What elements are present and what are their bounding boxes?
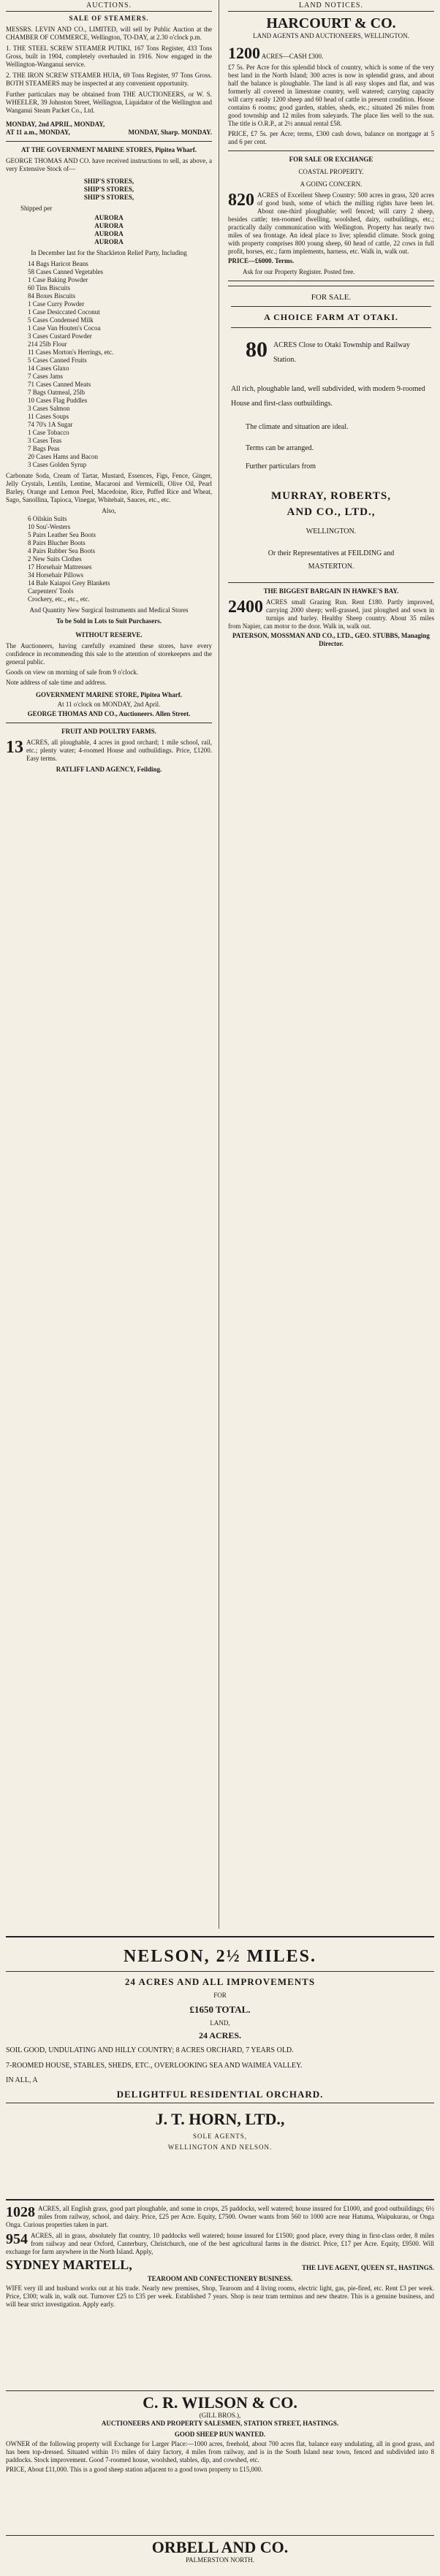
list-item: 4 Pairs Rubber Sea Boots — [28, 547, 95, 555]
otaki-block — [231, 338, 431, 367]
nelson-role: SOLE AGENTS, — [192, 2133, 247, 2140]
wilson-text: OWNER of the following property will Exchange for Larger Place:—1000 acres, freehold, about 700 acres flat, balance easy undulating, all in good grass, and has been top-dressed. Situated within 1½ miles of dairy factory, 4 miles from railway, and is in the South Island near town, fenced and subdivided into 8 paddocks. Stock improvement. Good 7-roomed house, woolshed, stables, dip, and cowshed, etc. — [6, 2440, 434, 2463]
list-item: 1 Case Baking Powder — [28, 276, 88, 283]
reserve-title: WITHOUT RESERVE. — [75, 631, 143, 639]
list-item: 20 Cases Hams and Bacon — [28, 453, 98, 460]
list-item: 3 Cases Salmon — [28, 405, 70, 412]
list-item: 10 Cases Flag Puddles — [28, 397, 88, 404]
nelson-house: 7-ROOMED HOUSE, STABLES, SHEDS, ETC., OVERLOOKING SEA AND WAIMEA VALLEY. — [6, 2062, 303, 2070]
list-item: 14 Bags Haricot Beans — [28, 260, 88, 267]
wilson-role: AUCTIONEERS AND PROPERTY SALESMEN, STATION STREET, HASTINGS. — [101, 2420, 339, 2427]
also-items — [6, 515, 212, 603]
nelson-title: NELSON, 2½ MILES. — [123, 1947, 317, 1966]
ship-name: AURORA — [94, 222, 124, 229]
martell-block-1 — [6, 2205, 434, 2229]
stores-items — [6, 260, 212, 469]
otaki-for-sale: FOR SALE. — [311, 293, 352, 302]
steamers-title: SALE OF STEAMERS. — [69, 15, 149, 22]
martell-text-2: ACRES, all in grass, absolutely flat country, 10 paddocks well watered; house insured for £1500; good place, every thing in first-class order, 8 miles from railway and near Oxford, Canterbury, Christchurch, one of the best agricultural farms in the district. Price, £17 per Acre. Equity, £9500. Will exchange for farm anywhere in the North Island. Apply, — [6, 2232, 434, 2255]
sale-date-3: MONDAY, Sharp. MONDAY. — [128, 129, 212, 136]
sale-dates-row — [6, 121, 212, 129]
nelson-orchard: DELIGHTFUL RESIDENTIAL ORCHARD. — [6, 2090, 434, 2103]
concern-text: ACRES of Excellent Sheep Country: 500 acres in grass, 320 acres of good bush, some of which the milling rights have been let. About one-third ploughable; well fenced; will carry 2 sheep, besides cattle; ten-roomed dwelling, woolshed, dairy, outbuildings, etc.; practically daily communication with Wellington. Property has nearly two miles of sea frontage. An ideal place to live; splendid climate. Stock going with property comprises 800 young sheep, 60 head of cattle, 22 cows in full profit, horses, etc.; farm implements, harness, etc. Walk in, walk out. — [228, 191, 434, 255]
concern-footer: Ask for our Property Register. Posted free. — [243, 268, 355, 275]
martell-block-2 — [6, 2232, 434, 2256]
list-item: Crockery, etc., etc., etc. — [28, 595, 90, 603]
list-item: 5 Pairs Leather Sea Boots — [28, 531, 96, 538]
list-item: 3 Cases Golden Syrup — [28, 461, 87, 468]
wilson-price: PRICE, About £11,000. This is a good sheep station adjacent to a good town property to £15,000. — [6, 2466, 263, 2473]
list-item: 17 Horsehair Mattresses — [28, 563, 92, 571]
list-item: 14 Bale Kaiapoi Grey Blankets — [28, 579, 110, 587]
wilson-name: C. R. WILSON & CO. — [143, 2393, 297, 2412]
list-item: 2 New Suits Clothes — [28, 555, 82, 563]
land-notices-header: LAND NOTICES. — [228, 0, 434, 12]
otaki-ad — [228, 286, 434, 583]
steamers-item-1: 1. THE STEEL SCREW STEAMER PUTIKI, 167 Tons Register, 433 Tons Gross, built in 1904, completely overhauled in 1916. Now engaged in the Wellington-Wanganui service. — [6, 45, 212, 68]
list-item: 7 Bags Oatmeal, 25lb — [28, 389, 85, 396]
tearoom-title: TEAROOM AND CONFECTIONERY BUSINESS. — [147, 2275, 293, 2282]
orbell-ad — [6, 2535, 434, 2564]
list-item: 6 Oilskin Suits — [28, 515, 67, 522]
otaki-terms: Terms can be arranged. — [246, 444, 314, 452]
fruit-title: FRUIT AND POULTRY FARMS. — [61, 728, 156, 735]
list-item: 5 Cases Canned Fruits — [28, 357, 87, 364]
steamers-further: Further particulars may be obtained from THE AUCTIONEERS, or W. S. WHEELER, 39 Johnston Street, Wellington, Liquidator of the Wellington and Wanganui Steam Packet Co., Ltd. — [6, 91, 212, 114]
otaki-agent: MURRAY, ROBERTS, AND CO., LTD., — [271, 490, 391, 518]
store-line: GOVERNMENT MARINE STORE, Pipitea Wharf. — [35, 691, 183, 698]
harcourt-head — [228, 45, 434, 62]
divider — [6, 1971, 434, 1972]
otaki-text: ACRES Close to Otaki Township and Railway Station. — [273, 341, 410, 364]
martell-acres-2: 954 — [6, 2231, 28, 2247]
list-item: 1 Case Curry Powder — [28, 300, 85, 308]
ships-stores-line: SHIP'S STORES, — [83, 186, 134, 193]
sale-date-1: MONDAY, 2nd APRIL, MONDAY, — [6, 121, 105, 128]
wilson-wanted: GOOD SHEEP RUN WANTED. — [174, 2431, 266, 2438]
otaki-choice: A CHOICE FARM AT OTAKI. — [264, 312, 398, 322]
marine-intro: GEORGE THOMAS AND CO. have received instructions to sell, as above, a very Extensive Stock of— — [6, 157, 212, 172]
martell-name: SYDNEY MARTELL, — [6, 2257, 132, 2272]
auctioneer-line: GEORGE THOMAS AND CO., Auctioneers. Allen Street. — [27, 710, 191, 717]
sold-line: To be Sold in Lots to Suit Purchasers. — [56, 617, 162, 625]
list-item: 11 Cases Morton's Herrings, etc. — [28, 348, 114, 356]
view-line: Goods on view on morning of sale from 9 o'clock. — [6, 668, 139, 676]
ship-name: AURORA — [94, 238, 124, 245]
martell-ad — [6, 2199, 434, 2309]
martell-acres-1: 1028 — [6, 2204, 35, 2220]
fruit-acres-number: 13 — [6, 738, 23, 757]
concern-title: A GOING CONCERN. — [300, 180, 363, 188]
shipped-per: Shipped per — [20, 205, 53, 212]
note-line: Note address of sale time and address. — [6, 679, 107, 686]
harcourt-text: £7 5s. Per Acre for this splendid block of country, which is some of the very best land in the North Island; 300 acres is now in splendid grass, and about half the balance is ploughable. The land is all easy slopes and flat, and was formerly all covered in limestone country, well watered; carrying capacity will carry easily 1200 sheep and 60 head of cattle in present condition. House contains 6 rooms; good garden, stables, sheds, etc.; situated 26 miles from good township and 12 miles from saleyards. The place lies well to the sun. The title is O.R.P., at 2½ annual rental £58. — [228, 64, 434, 127]
nelson-soil: SOIL GOOD, UNDULATING AND HILLY COUNTRY; 8 ACRES ORCHARD, 7 YEARS OLD. — [6, 2046, 294, 2054]
concern-block — [228, 191, 434, 256]
nelson-acres: 24 ACRES. — [198, 2030, 241, 2040]
coastal-property: COASTAL PROPERTY. — [298, 168, 364, 175]
list-item: 1 Case Desiccated Coconut — [28, 308, 100, 316]
quantity-line: And Quantity New Surgical Instruments and Medical Stores — [29, 606, 189, 614]
list-item: 14 Cases Glaxo — [28, 365, 69, 372]
tearoom-text: WIFE very ill and husband works out at his trade. Nearly new premises, Shop, Tearoom and 4 living rooms, electric light, gas, pie-fired, etc. Rent £3 per week. Price, £300; walk in, walk out. Turnover £25 to £35 per week. Established 7 years. Shop is near tram terminus and new theatre. This is a genuine business, and will bear strict investigation. Apply early. — [6, 2285, 434, 2308]
list-item: 7 Cases Jams — [28, 373, 63, 380]
divider — [231, 327, 431, 328]
list-item: 214 25lb Flour — [28, 340, 67, 348]
bargain-text: ACRES small Grazing Run. Rent £180. Partly improved, carrying 2000 sheep; well-grassed, just ploughed and sown in turnips and barley. Healthy Sheep country. About 35 miles from Napier, can motor to the door. Walk in, walk out. — [228, 598, 434, 630]
nelson-ad — [6, 1936, 434, 2152]
harcourt-acres-number: 1200 — [228, 44, 260, 62]
otaki-acres-number: 80 — [246, 338, 268, 362]
list-item: 7 Bags Peas — [28, 445, 60, 452]
ships-stores-line: SHIP'S STORES, — [83, 194, 134, 201]
list-item: 11 Cases Soups — [28, 413, 69, 420]
martell-name-row — [6, 2257, 434, 2272]
nelson-for: FOR — [213, 1992, 227, 1999]
divider — [6, 141, 212, 142]
auctions-column — [6, 0, 212, 774]
nelson-cities: WELLINGTON AND NELSON. — [167, 2144, 273, 2151]
list-item: 34 Horsehair Pillows — [28, 571, 83, 579]
ships-stores-list — [6, 178, 212, 202]
list-item: 58 Cases Canned Vegetables — [28, 268, 104, 275]
divider — [228, 150, 434, 151]
land-notices-column — [228, 0, 434, 648]
bargain-acres-number: 2400 — [228, 598, 263, 617]
harcourt-name: HARCOURT & CO. — [266, 15, 396, 31]
nelson-land: LAND, — [210, 2019, 230, 2027]
sale-date-2: AT 11 a.m., MONDAY, — [6, 129, 70, 136]
reserve-text: The Auctioneers, having carefully examined these stores, have every confidence in recommending this sale to the attention of storekeepers and the general public. — [6, 642, 212, 666]
list-item: 1 Case Van Houten's Cocoa — [28, 324, 101, 332]
concern-acres-number: 820 — [228, 191, 254, 210]
wilson-ad — [6, 2390, 434, 2474]
otaki-agent-city: WELLINGTON. — [306, 527, 357, 536]
auctions-header: AUCTIONS. — [6, 0, 212, 12]
list-item: 10 Sou'-Westers — [28, 523, 71, 530]
list-item: 84 Boxes Biscuits — [28, 292, 76, 300]
steamers-item-2: 2. THE IRON SCREW STEAMER HUIA, 69 Tons Register, 97 Tons Gross. BOTH STEAMERS may be inspected at any convenient opportunity. — [6, 72, 212, 87]
steamers-intro: MESSRS. LEVIN AND CO., LIMITED, will sell by Public Auction at the CHAMBER OF COMMERCE, Wellington, TO-DAY, at 2.30 o'clock p.m. — [6, 26, 212, 41]
at-line: At 11 o'clock on MONDAY, 2nd April. — [57, 701, 161, 708]
otaki-reps: Or their Representatives at FEILDING and MASTERTON. — [268, 549, 395, 571]
martell-text-1: ACRES, all English grass, good part ploughable, and some in crops, 25 paddocks, well watered; house insured for £1000, and good outbuildings; 6½ miles from railway, school, and dairy. Price, £25 per Acre. Equity, £7500. Owner wants from 560 to 1000 acre near Hatuma, Waipukurau, or Onga Onga. Curious properties taken in part. — [6, 2205, 434, 2228]
list-item: 71 Cases Canned Meats — [28, 381, 91, 388]
ship-name: AURORA — [94, 230, 124, 237]
shackleton-line: In December last for the Shackleton Relief Party, Including — [31, 249, 187, 256]
sundries: Carbonate Soda, Cream of Tartar, Mustard, Essences, Figs, Fence, Ginger, Jelly Crystals, Lentils, Lentine, Macaroni and Vermicelli, Olive Oil, Pearl Barley, Orange and Lemon Peel, Macedoine, Rice, Puffed Rice and Wheat, Sago, Sanollina, Tapioca, Vinegar, Whitebait, Sauces, etc., etc. — [6, 472, 212, 503]
wilson-gill: (GILL BROS.), — [199, 2412, 241, 2419]
list-item: 60 Tins Biscuits — [28, 284, 71, 291]
list-item: 3 Cases Teas — [28, 437, 62, 444]
bargain-agent: PATERSON, MOSSMAN AND CO., LTD., GEO. STUBBS, Managing Director. — [232, 632, 430, 647]
otaki-further: Further particulars from — [246, 462, 316, 470]
harcourt-price-line: ACRES—CASH £300. — [261, 53, 324, 60]
list-item: 74 70's 1A Sugar — [28, 421, 73, 428]
harcourt-sub: LAND AGENTS AND AUCTIONEERS, WELLINGTON. — [253, 32, 409, 39]
list-item: 8 Pairs Blucher Boots — [28, 539, 86, 546]
list-item: 3 Cases Custard Powder — [28, 332, 92, 340]
otaki-rich: All rich, ploughable land, well subdivided, with modern 9-roomed House and first-class outbuildings. — [231, 385, 425, 408]
nelson-sub: 24 ACRES AND ALL IMPROVEMENTS — [124, 1976, 316, 1987]
list-item: 1 Case Tobacco — [28, 429, 69, 436]
fruit-text: ACRES, all ploughable, 4 acres in good orchard; 1 mile school, rail, etc.; plenty water; 4-roomed House and outbuildings. Price, £1200. Easy terms. — [26, 739, 212, 762]
fruit-agency: RATLIFF LAND AGENCY, Feilding. — [56, 766, 162, 773]
ship-names — [6, 214, 212, 246]
otaki-climate: The climate and situation are ideal. — [246, 423, 349, 431]
nelson-inall: IN ALL, A — [6, 2076, 38, 2084]
ships-stores-line: SHIP'S STORES, — [83, 178, 134, 185]
fruit-block — [6, 739, 212, 763]
sale-dates-row-2 — [6, 129, 212, 137]
orbell-name: ORBELL AND CO. — [151, 2538, 289, 2556]
divider — [231, 306, 431, 307]
nelson-total: £1650 TOTAL. — [189, 2004, 251, 2015]
list-item: Carpenters' Tools — [28, 587, 74, 595]
martell-agent: THE LIVE AGENT, QUEEN ST., HASTINGS. — [302, 2264, 434, 2271]
orbell-city: PALMERSTON NORTH. — [186, 2556, 254, 2564]
ship-name: AURORA — [94, 214, 124, 221]
bargain-block — [228, 598, 434, 630]
also-label: Also, — [102, 507, 116, 514]
list-item: 5 Cases Condensed Milk — [28, 316, 94, 324]
concern-price: PRICE—£6000. Terms. — [228, 257, 295, 264]
marine-title: AT THE GOVERNMENT MARINE STORES, Pipitea Wharf. — [20, 146, 197, 153]
sale-or-exchange: FOR SALE OR EXCHANGE — [289, 156, 373, 163]
bargain-title: THE BIGGEST BARGAIN IN HAWKE'S BAY. — [263, 587, 399, 595]
harcourt-price: PRICE, £7 5s. per Acre; terms, £300 cash down, balance on mortgage at 5 and 6 per cent. — [228, 130, 434, 145]
nelson-agent: J. T. HORN, LTD., — [155, 2110, 285, 2128]
